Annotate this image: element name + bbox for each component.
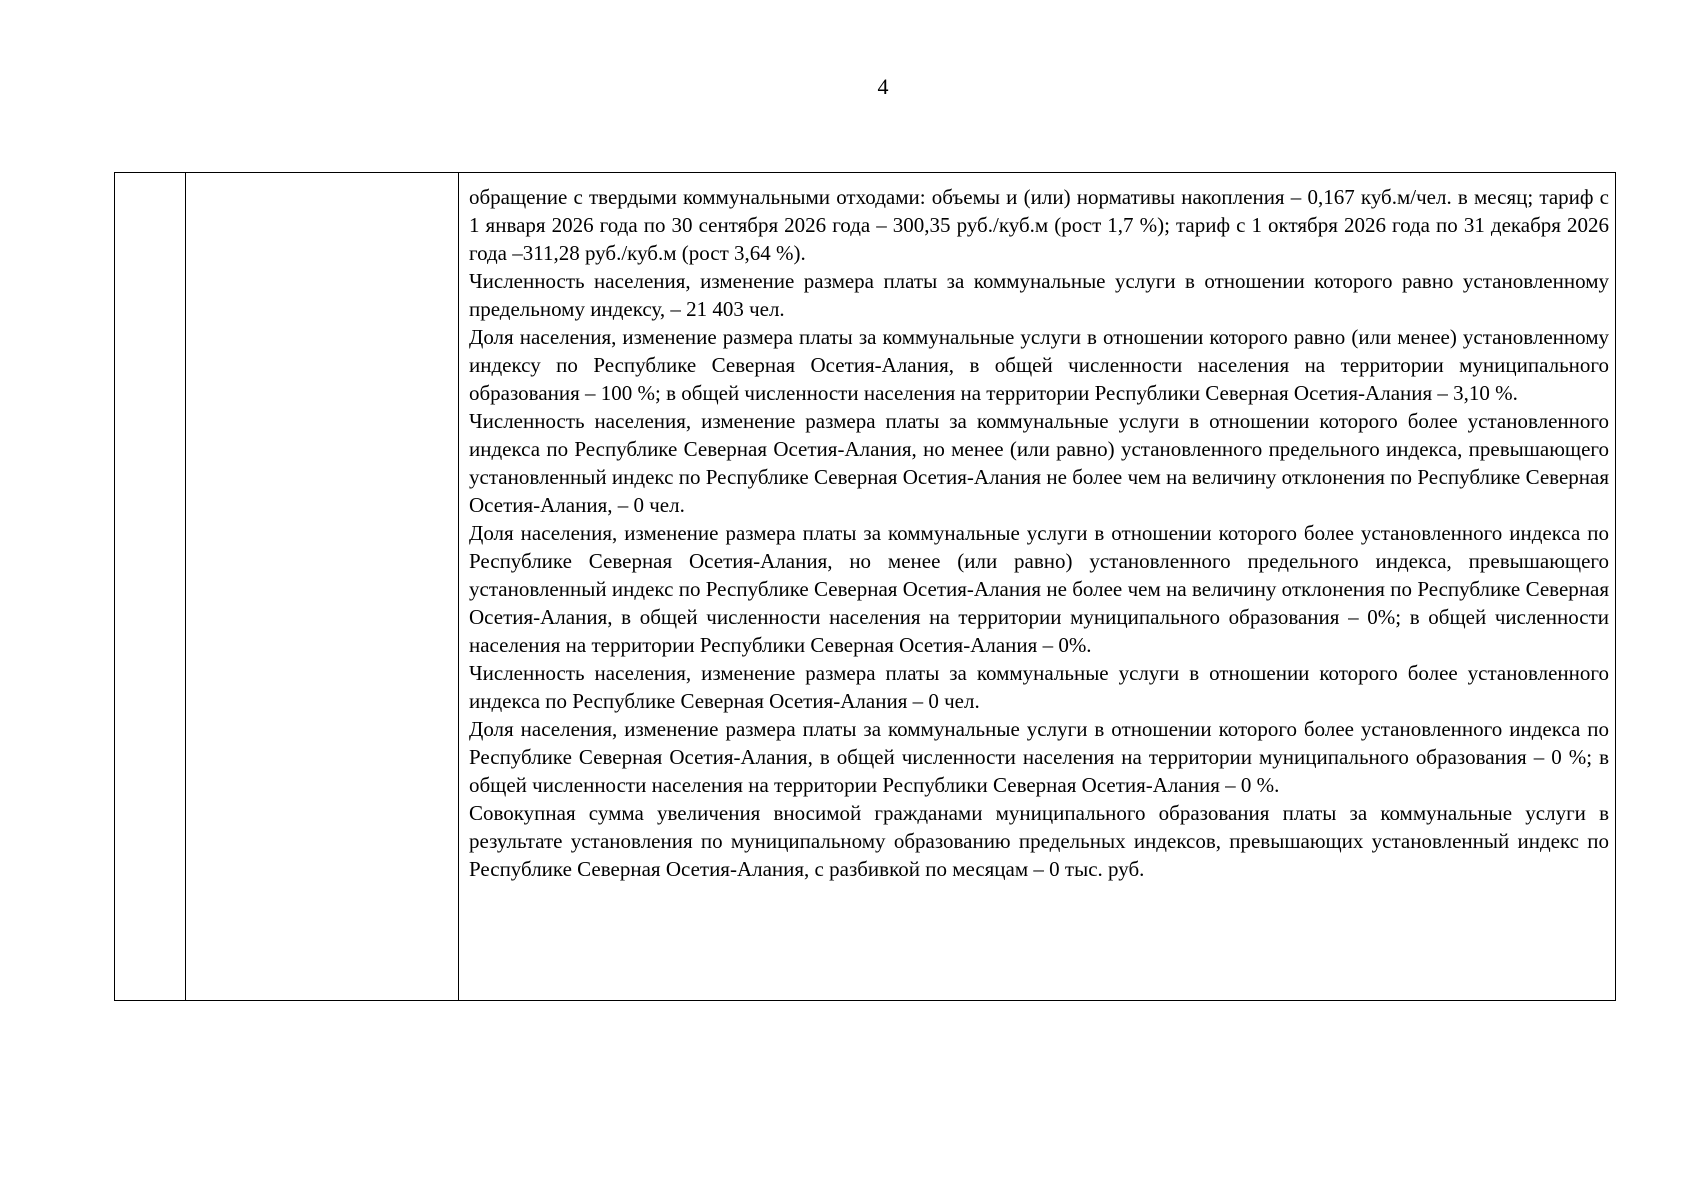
paragraph-population-equal-limit: Численность населения, изменение размера платы за коммунальные услуги в отношении которого равно установленному предельному индексу, – 21 403 чел. [469, 269, 1609, 321]
table-row [115, 173, 1616, 1001]
paragraph-population-above-index: Численность населения, изменение размера платы за коммунальные услуги в отношении которого более установленного индекса по Республике Северная Осетия-Алания – 0 чел. [469, 661, 1609, 713]
table-cell-name [186, 173, 459, 1001]
paragraph-share-equal-or-less: Доля населения, изменение размера платы за коммунальные услуги в отношении которого равно (или менее) установленному индексу по Республике Северная Осетия-Алания, в общей численности населения на территории муниципального образования – 100 %; в общей численности населения на территории Республики Северная Осетия-Алания – 3,10 %. [469, 325, 1609, 405]
paragraph-share-above-index: Доля населения, изменение размера платы за коммунальные услуги в отношении которого более установленного индекса по Республике Северная Осетия-Алания, в общей численности населения на территории муниципального образования – 0 %; в общей численности населения на территории Республики Северная Осетия-Алания – 0 %. [469, 717, 1609, 797]
paragraph-msw-tariff: обращение с твердыми коммунальными отходами: объемы и (или) нормативы накопления – 0,167 куб.м/чел. в месяц; тариф с 1 января 2026 года по 30 сентября 2026 года – 300,35 руб./куб.м (рост 1,7 %); тариф с 1 октября 2026 года по 31 декабря 2026 года –311,28 руб./куб.м (рост 3,64 %). [469, 185, 1609, 265]
paragraph-total-increase: Совокупная сумма увеличения вносимой гражданами муниципального образования платы за коммунальные услуги в результате установления по муниципальному образованию предельных индексов, превышающих установленный индекс по Республике Северная Осетия-Алания, с разбивкой по месяцам – 0 тыс. руб. [469, 801, 1609, 881]
document-table [114, 172, 1616, 1001]
page-number: 4 [877, 74, 889, 99]
paragraph-population-within-deviation: Численность населения, изменение размера платы за коммунальные услуги в отношении которого более установленного индекса по Республике Северная Осетия-Алания, но менее (или равно) установленного предельного индекса, превышающего установленный индекс по Республике Северная Осетия-Алания не более чем на величину отклонения по Республике Северная Осетия-Алания, – 0 чел. [469, 409, 1609, 517]
paragraph-share-within-deviation: Доля населения, изменение размера платы за коммунальные услуги в отношении которого более установленного индекса по Республике Северная Осетия-Алания, но менее (или равно) установленного предельного индекса, превышающего установленный индекс по Республике Северная Осетия-Алания не более чем на величину отклонения по Республике Северная Осетия-Алания, в общей численности населения на территории муниципального образования – 0%; в общей численности населения на территории Республики Северная Осетия-Алания – 0%. [469, 521, 1609, 657]
table-cell-content [459, 173, 1616, 1001]
table-cell-number [115, 173, 186, 1001]
